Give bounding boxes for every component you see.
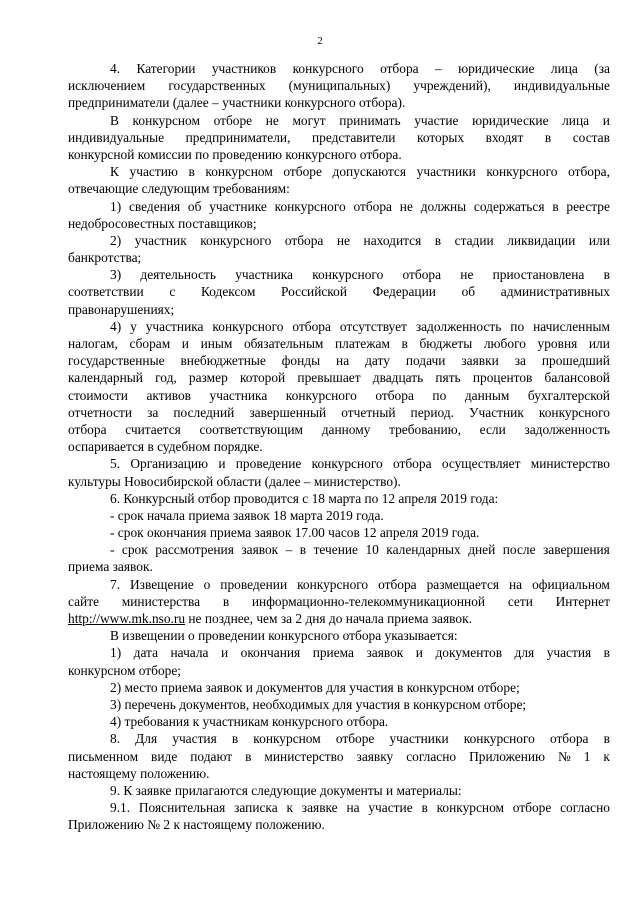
word: 1) [110,645,122,661]
word: иным [200,336,233,351]
word: участия [546,645,592,661]
text-line [68,404,610,421]
word: отбора, [568,164,610,180]
word: - [110,542,115,558]
word: конкурсного [463,731,535,747]
word: которой [239,370,286,386]
text-segment: предприниматели (далее – участники конкурсного отбора). [68,95,406,111]
word: Категории [136,61,196,76]
word: находится [363,232,422,248]
text-line [88,198,610,215]
word: В [110,112,119,128]
word: № [558,748,571,764]
word: за [147,404,159,420]
text-line [68,352,610,369]
word: допускаются [332,164,407,180]
word: участника [145,318,204,334]
word: для [514,645,535,661]
word: документов [435,645,503,661]
word: индивидуальные [513,78,610,94]
word: записка [234,800,278,816]
word: состав [572,129,610,145]
text-segment: приема заявок. [68,559,153,575]
word: министерство [530,456,610,472]
word: 9.1. [110,800,131,816]
word: подают [190,748,233,764]
word: период. [410,404,454,420]
word: заявку [356,748,394,764]
word: сайте [68,593,100,609]
text-segment: оспаривается в судебном порядке. [68,439,263,455]
word: Извещение [130,576,194,592]
word: прошедший [541,353,610,369]
text-line [68,77,610,94]
word: ликвидации [507,232,576,248]
word: участников [211,61,277,76]
word: пять [435,370,461,386]
text-line [88,507,610,524]
word: реестре [566,198,610,214]
word: 7. [110,576,121,592]
word: соответствии [68,284,144,300]
word: если [479,421,506,437]
word: юридические [472,112,549,128]
text-segment: недобросовестных поставщиков; [68,215,257,231]
word: и [220,645,229,661]
word: рассмотрения [155,542,234,558]
word: превышает [297,370,361,386]
text-line [88,799,610,816]
text-line [68,662,610,679]
text-line [68,558,610,575]
text-segment: культуры Новосибирской области (далее – министерство). [68,473,401,489]
word: календарных [386,542,461,558]
word: (за [594,61,610,76]
word: административных [500,284,610,300]
text-line [88,163,610,180]
text-line [88,644,610,661]
word: отбора [292,318,331,334]
word: не [460,267,474,283]
word: официальном [532,576,610,592]
word: отбора [402,267,442,283]
word: согласно [406,748,457,764]
word: 4. [110,61,121,76]
word: конкурсного [285,387,357,403]
word: в [603,645,610,661]
word: за [514,353,526,369]
website-link[interactable]: http://www.mk.nso.ru [68,611,186,626]
word: отборе [512,800,552,816]
word: 3) [110,267,122,283]
word: участники [389,731,449,747]
word: уровня [537,336,578,351]
text-line [88,627,610,644]
word: и [602,112,610,128]
text-line [88,782,610,799]
text-line [68,129,610,146]
word: (муниципальных) [288,78,391,94]
text-segment: банкротства; [68,250,142,266]
word: налогам, [68,336,118,351]
text-segment: - срок окончания приема заявок 17.00 часов 12 апреля 2019 года. [110,525,480,541]
text-segment: 6. Конкурсный отбор проводится с 18 марта по 12 апреля 2019 года: [110,490,499,506]
word: государственные [68,353,165,369]
word: министерство [264,748,344,764]
text-segment: отвечающие следующим требованиям: [68,181,290,197]
text-line [88,576,610,593]
word: в [299,542,307,558]
word: в [421,800,428,816]
word: размещается [426,576,500,592]
text-line [68,421,610,438]
word: дней [468,542,496,558]
word: у [130,318,137,334]
word: 5. [110,456,121,472]
word: участника [209,387,268,403]
word: письменном [68,748,139,764]
text-line [88,730,610,747]
text-line [88,696,610,713]
word: конкурсном [253,731,321,747]
word: дату [365,353,390,369]
word: участие [368,800,413,816]
word: конкурсного [274,198,346,214]
word: о [203,576,211,592]
word: участие [414,112,459,128]
text-line [68,146,610,163]
text-line [68,335,610,352]
text-segment: 4) требования к участникам конкурсного отбора. [110,714,389,730]
word: в [245,748,252,764]
word: конкурсного [200,232,272,248]
word: 2) [110,232,122,248]
word: Организацию [130,456,209,472]
word: в [222,593,230,609]
word: задолженность [415,318,502,334]
word: не [265,112,279,128]
word: с [169,284,176,300]
text-line [68,816,610,833]
text-line [68,215,610,232]
word: завершения [542,542,610,558]
word: участию [129,164,178,180]
word: отбора [380,61,419,76]
text-segment: не позднее, чем за 2 дня до начала приема заявок. [185,611,472,626]
word: в [188,164,195,180]
word: отбора [284,232,324,248]
word: конкурсного [486,164,558,180]
word: деятельность [140,267,216,283]
word: проведении [220,576,288,592]
word: конкурсного [292,61,364,76]
word: проведение [235,456,302,472]
text-line [68,283,610,300]
word: год, [155,370,177,386]
word: исключением [68,78,146,94]
word: конкурсном [205,164,273,180]
word: конкурсного [538,404,610,420]
word: не [336,232,351,248]
word: информационно-телекоммуникационной [251,593,486,609]
word: – [434,61,442,76]
word: отсутствует [339,318,407,334]
text-line [88,112,610,129]
word: или [588,336,610,351]
word: окончания [240,645,301,661]
word: отчетный [341,404,396,420]
word: лица [562,112,590,128]
text-segment: правонарушениях; [68,301,175,317]
word: конкурсного [212,318,284,334]
text-line [88,679,610,696]
word: и [181,336,189,351]
word: на [509,576,523,592]
word: начала [170,645,209,661]
word: стоимости [68,387,128,403]
word: виде [151,748,178,764]
word: заявок [366,645,404,661]
word: подачи [405,353,446,369]
word: приема [312,645,354,661]
text-line [68,593,610,610]
word: министерства [121,593,201,609]
word: юридические [458,61,535,76]
word: предприниматели, [185,129,291,145]
word: данному [321,421,371,437]
word: лица [550,61,578,76]
text-line [88,490,610,507]
text-line [88,232,610,249]
word: конкурсном [436,800,504,816]
word: задолженность [524,421,610,437]
word: сети [507,593,533,609]
word: отбора [549,731,589,747]
word: не [399,198,413,214]
text-line [88,318,610,335]
text-line [68,369,610,386]
text-segment: 9. К заявке прилагаются следующие документы и материалы: [110,782,462,798]
word: – [285,542,293,558]
word: после [502,542,536,558]
text-segment: - срок начала приема заявок 18 марта 2019 года. [110,507,384,523]
word: входят [485,129,524,145]
word: по [432,387,447,403]
text-line [68,438,610,455]
word: в [603,267,610,283]
word: заявке [301,800,338,816]
word: платежам [335,336,390,351]
page-number: 2 [317,35,323,47]
text-line [68,765,610,782]
word: любого [483,336,526,351]
word: государственных [168,78,266,94]
word: отбора [393,456,432,472]
word: считается [125,421,181,437]
text-segment: настоящему положению. [68,765,210,781]
word: активов [146,387,192,403]
word: сведения [128,198,181,214]
word: течение [313,542,358,558]
word: осуществляет [441,456,521,472]
word: согласно [560,800,610,816]
word: данным [464,387,510,403]
text-line [68,610,610,627]
word: в [544,129,552,145]
text-line [88,266,610,283]
word: на [346,800,360,816]
text-line [88,60,610,77]
word: принимать [339,112,401,128]
text-segment: 2) место приема заявок и документов для участия в конкурсном отборе; [110,679,520,695]
word: дата [133,645,159,661]
word: к [286,800,293,816]
word: отбора [68,421,107,437]
word: конкурсном [132,112,200,128]
word: сборам [129,336,171,351]
word: отбора [378,576,417,592]
word: 10 [365,542,379,558]
word: бухгалтерской [527,387,610,403]
word: участнике [209,198,267,214]
word: балансовой [544,370,610,386]
word: 4) [110,318,122,334]
word: Российской [281,284,347,300]
word: в [434,232,442,248]
word: Приложению [469,748,546,764]
word: участия [172,731,217,747]
word: календарный [68,370,143,386]
word: в [603,731,610,747]
word: конкурсного [311,456,383,472]
word: отчетности [68,404,133,420]
word: конкурсного [312,267,384,283]
word: 1) [110,198,122,214]
word: процентов [472,370,533,386]
text-segment: конкурсной комиссии по проведению конкурсного отбора. [68,146,402,162]
document-body [68,60,610,833]
word: отборе [283,164,322,180]
word: размер [188,370,228,386]
word: и [218,456,226,472]
word: 1 [583,748,591,764]
word: обязательным [243,336,324,351]
text-line [68,301,610,318]
text-segment: 3) перечень документов, необходимых для участия в конкурсном отборе; [110,696,527,712]
word: Пояснительная [138,800,226,816]
word: 8. [110,731,121,747]
word: которых [417,129,465,145]
word: или [588,232,610,248]
word: участник [134,232,187,248]
word: соответствующим [199,421,304,437]
word: Федерации [372,284,436,300]
word: в [231,731,239,747]
text-line [88,541,610,558]
word: срок [121,542,148,558]
word: и [415,645,423,661]
word: представители [311,129,396,145]
word: Участник [469,404,524,420]
word: бюджеты [419,336,473,351]
word: отбора [375,387,414,403]
text-line [68,180,610,197]
word: содержаться [473,198,545,214]
word: Для [135,731,158,747]
word: приостановлена [492,267,585,283]
word: участники [416,164,476,180]
word: К [110,164,119,180]
word: заявок [241,542,279,558]
word: требованию, [389,421,461,437]
word: Кодексом [200,284,256,300]
word: об [187,198,202,214]
word: начисленным [533,318,610,334]
word: в [401,336,408,351]
word: индивидуальные [68,129,165,145]
word: участника [235,267,293,283]
text-segment: конкурсном отборе; [68,662,182,678]
word: должны [420,198,467,214]
text-line [88,455,610,472]
word: могут [292,112,326,128]
word: завершенный [249,404,327,420]
word: внебюджетные [180,353,266,369]
word: на [336,353,350,369]
word: об [461,284,476,300]
text-line [68,473,610,490]
text-line [68,748,610,765]
text-line [88,524,610,541]
text-segment: Приложению № 2 к настоящему положению. [68,817,325,833]
word: к [603,748,610,764]
word: заявки [461,353,499,369]
word: двадцать [372,370,424,386]
word: отбора [353,198,392,214]
word: фонды [281,353,321,369]
word: отборе [335,731,375,747]
word: конкурсного [297,576,369,592]
text-line [68,249,610,266]
word: учреждений), [413,78,491,94]
word: в [552,198,559,214]
word: стадии [454,232,494,248]
word: отборе [213,112,253,128]
text-line [88,713,610,730]
text-line [68,94,610,111]
text-line [68,387,610,404]
word: по [510,318,525,334]
text-segment: В извещении о проведении конкурсного отбора указывается: [110,628,458,644]
word: последний [173,404,235,420]
word: Интернет [555,593,610,609]
